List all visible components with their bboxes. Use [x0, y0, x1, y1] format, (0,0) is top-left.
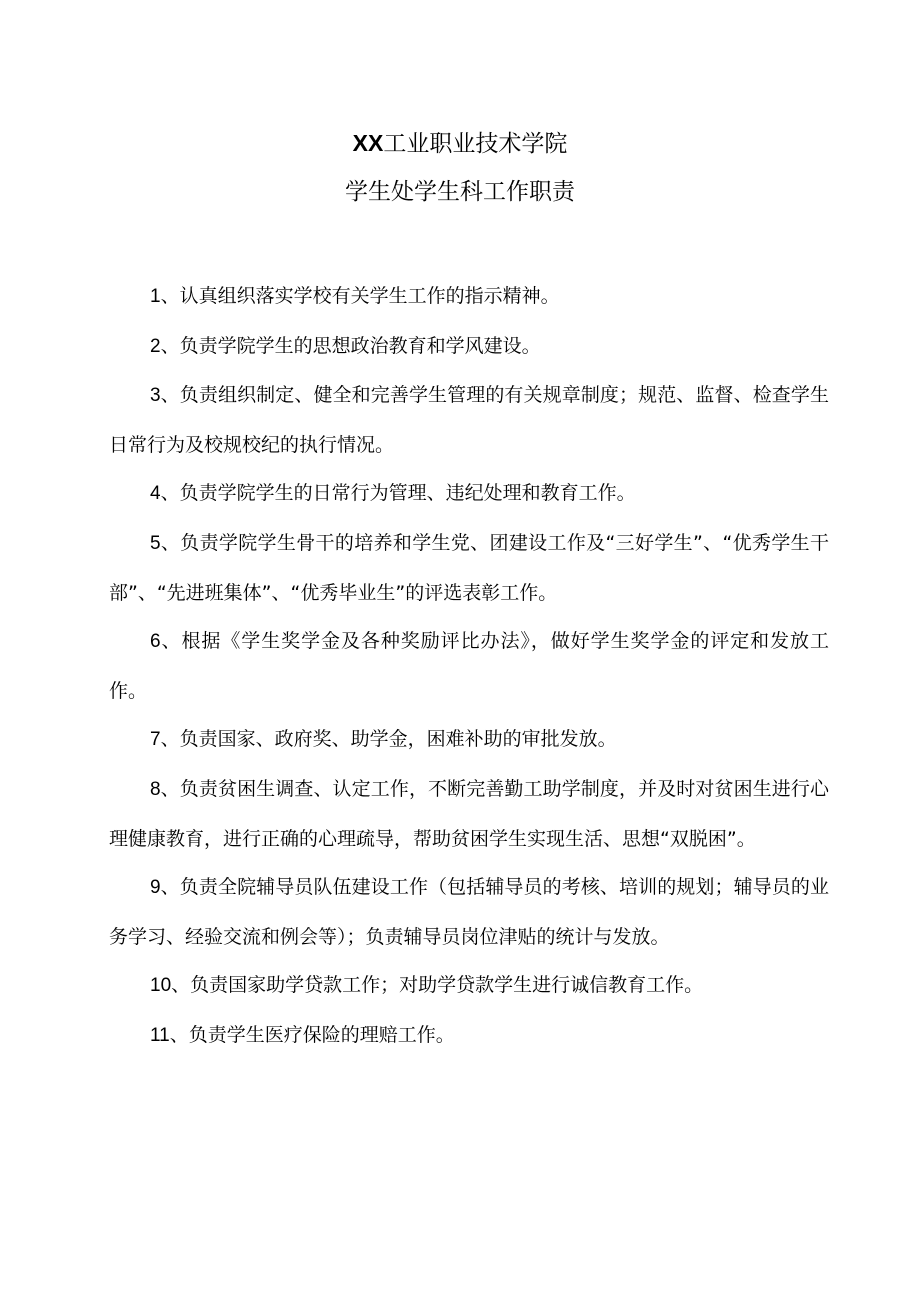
title-prefix: XX — [352, 130, 384, 156]
duty-number: 1 — [150, 286, 161, 307]
duty-text: 、负责组织制定、健全和完善学生管理的有关规章制度；规范、监督、检查学生日常行为及校规校纪的执行情况。 — [109, 384, 829, 456]
duty-number: 2 — [150, 335, 161, 357]
duty-list — [109, 272, 829, 1061]
duty-text: 、负责学生医疗保险的理赔工作。 — [169, 1023, 455, 1046]
document-subtitle: 学生处学生科工作职责 — [345, 179, 575, 205]
duty-text: 、认真组织落实学校有关学生工作的指示精神。 — [160, 285, 560, 307]
duty-number: 10 — [150, 975, 172, 997]
duty-number: 11 — [150, 1024, 170, 1046]
duty-text: 、负责学院学生的思想政治教育和学风建设。 — [160, 334, 541, 357]
duty-item — [109, 469, 829, 519]
duty-number: 5 — [150, 532, 161, 554]
duty-item — [109, 322, 829, 372]
duty-text: 、负责贫困生调查、认定工作，不断完善勤工助学制度，并及时对贫困生进行心理健康教育，进行正确的心理疏导，帮助贫困学生实现生活、思想“双脱困”。 — [109, 777, 829, 850]
title-rest: 工业职业技术学院 — [383, 131, 568, 157]
duty-item — [109, 715, 829, 765]
duty-number: 7 — [150, 729, 161, 751]
duty-item — [109, 371, 829, 469]
duty-text: 、负责全院辅导员队伍建设工作（包括辅导员的考核、培训的规划；辅导员的业务学习、经验交流和例会等）；负责辅导员岗位津贴的统计与发放。 — [109, 876, 829, 948]
duty-number: 8 — [150, 778, 161, 800]
document-title — [0, 128, 920, 159]
duty-item — [109, 272, 829, 322]
duty-number: 9 — [150, 877, 161, 899]
duty-item — [109, 765, 829, 863]
duty-item — [109, 1011, 829, 1061]
title-block — [0, 128, 920, 207]
duty-text: 、负责国家助学贷款工作；对助学贷款学生进行诚信教育工作。 — [171, 974, 704, 997]
duty-text: 、负责学院学生骨干的培养和学生党、团建设工作及“三好学生”、“优秀学生干部”、“先进班集体”、“优秀毕业生”的评选表彰工作。 — [109, 531, 829, 604]
duty-number: 3 — [150, 385, 161, 407]
duty-number: 6 — [150, 631, 161, 653]
duty-text: 、负责国家、政府奖、助学金，困难补助的审批发放。 — [160, 728, 617, 751]
duty-text: 、根据《学生奖学金及各种奖励评比办法》，做好学生奖学金的评定和发放工作。 — [109, 630, 829, 702]
duty-number: 4 — [150, 483, 161, 505]
duty-item — [109, 863, 829, 961]
duty-text: 、负责学院学生的日常行为管理、违纪处理和教育工作。 — [160, 482, 636, 505]
duty-item — [109, 961, 829, 1011]
duty-item — [109, 617, 829, 715]
duty-item — [109, 519, 829, 617]
